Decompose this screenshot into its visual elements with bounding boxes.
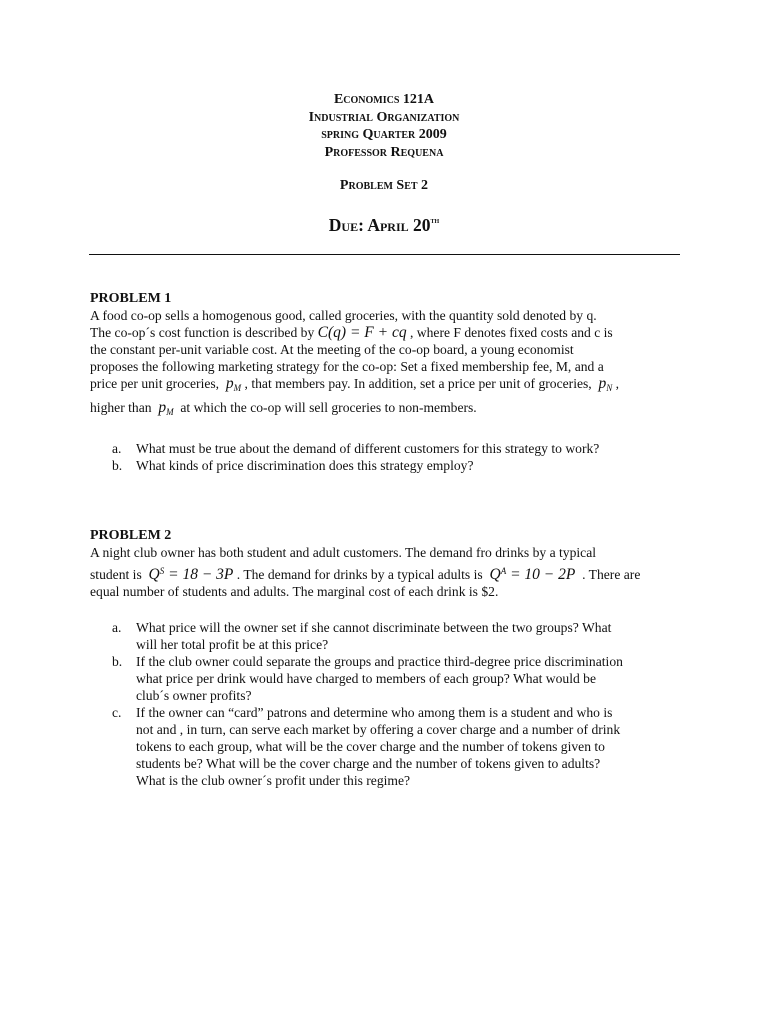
item-line: not and , in turn, can serve each market by offering a cover charge and a number of drink xyxy=(136,722,621,737)
item-line: club´s owner profits? xyxy=(136,688,252,703)
course-title: Economics 121A xyxy=(333,92,435,107)
problem-1 xyxy=(90,290,690,421)
nonmember-price-symbol: $p_N$ xyxy=(598,375,613,393)
problem-1-line-6: higher than $p_M$ at which the co-op will sell groceries to non-members. xyxy=(90,399,477,417)
item-line: tokens to each group, what will be the cover charge and the number of tokens given to xyxy=(136,739,605,754)
problem-2-line-3: equal number of students and adults. The marginal cost of each drink is $2. xyxy=(90,584,499,599)
problem-2 xyxy=(90,527,690,600)
item-text: What must be true about the demand of different customers for this strategy to work? xyxy=(136,441,600,456)
adult-demand: $Q^A = 10 - 2P$ xyxy=(489,566,576,583)
due-date xyxy=(0,212,768,234)
item-line: students be? What will be the cover charge and the number of tokens given to adults? xyxy=(136,756,601,771)
list-item xyxy=(112,653,692,704)
item-marker: a. xyxy=(112,441,122,456)
item-line: If the owner can “card” patrons and determine who among them is a student and who is xyxy=(136,705,613,720)
list-item xyxy=(112,440,692,457)
problem-set-title: Problem Set 2 xyxy=(339,178,429,193)
problem-1-line-4: proposes the following marketing strategy for the co-op: Set a fixed membership fee, M, and a xyxy=(90,359,604,374)
item-marker: b. xyxy=(112,458,123,473)
problem-1-line-3: the constant per-unit variable cost. At the meeting of the co-op board, a young economist xyxy=(90,342,574,357)
course-header xyxy=(0,91,768,161)
course-term: spring Quarter 2009 xyxy=(321,127,447,142)
list-item xyxy=(112,704,692,789)
item-marker: b. xyxy=(112,654,123,669)
member-price-symbol: $p_M$ xyxy=(225,375,242,393)
student-demand: $Q^S = 18 - 3P$ xyxy=(148,566,234,583)
problem-1-heading: PROBLEM 1 xyxy=(90,291,172,306)
due-suffix: th xyxy=(430,215,440,225)
problem-2-line-1: A night club owner has both student and adult customers. The demand fro drinks by a typical xyxy=(90,545,597,560)
problem-1-questions xyxy=(112,440,692,474)
course-professor: Professor Requena xyxy=(324,144,444,160)
problem-1-line-1: A food co-op sells a homogenous good, called groceries, with the quantity sold denoted by q. xyxy=(90,308,597,323)
item-line: will her total profit be at this price? xyxy=(136,637,329,652)
member-price-symbol-2: $p_M$ xyxy=(158,399,174,417)
item-line: If the club owner could separate the groups and practice third-degree price discrimination xyxy=(136,654,623,669)
problem-2-line-2: student is $Q^S = 18 - 3P$ . The demand for drinks by a typical adults is $Q^A = 10 - 2P$ . There are xyxy=(90,566,641,583)
course-subject: Industrial Organization xyxy=(308,109,460,125)
item-line: What is the club owner´s profit under this regime? xyxy=(136,773,411,788)
due-label: Due: April 20 xyxy=(328,215,431,235)
problem-2-heading: PROBLEM 2 xyxy=(90,528,172,543)
problem-1-line-2: The co-op´s cost function is described by C(q) = F + cq , where F denotes fixed costs and c is xyxy=(90,324,613,341)
item-marker: c. xyxy=(112,705,122,720)
item-line: what price per drink would have charged to members of each group? What would be xyxy=(136,671,597,686)
horizontal-rule xyxy=(89,254,680,255)
cost-function: C(q) = F + cq xyxy=(317,324,407,341)
problem-2-questions xyxy=(112,619,692,789)
problem-1-line-5: price per unit groceries, $p_M$ , that members pay. In addition, set a price per unit of groceries, $p_N$ , xyxy=(90,375,620,393)
item-text: What kinds of price discrimination does this strategy employ? xyxy=(136,458,474,473)
item-line: What price will the owner set if she cannot discriminate between the two groups? What xyxy=(136,620,612,635)
list-item xyxy=(112,619,692,653)
item-marker: a. xyxy=(112,620,122,635)
list-item xyxy=(112,457,692,474)
